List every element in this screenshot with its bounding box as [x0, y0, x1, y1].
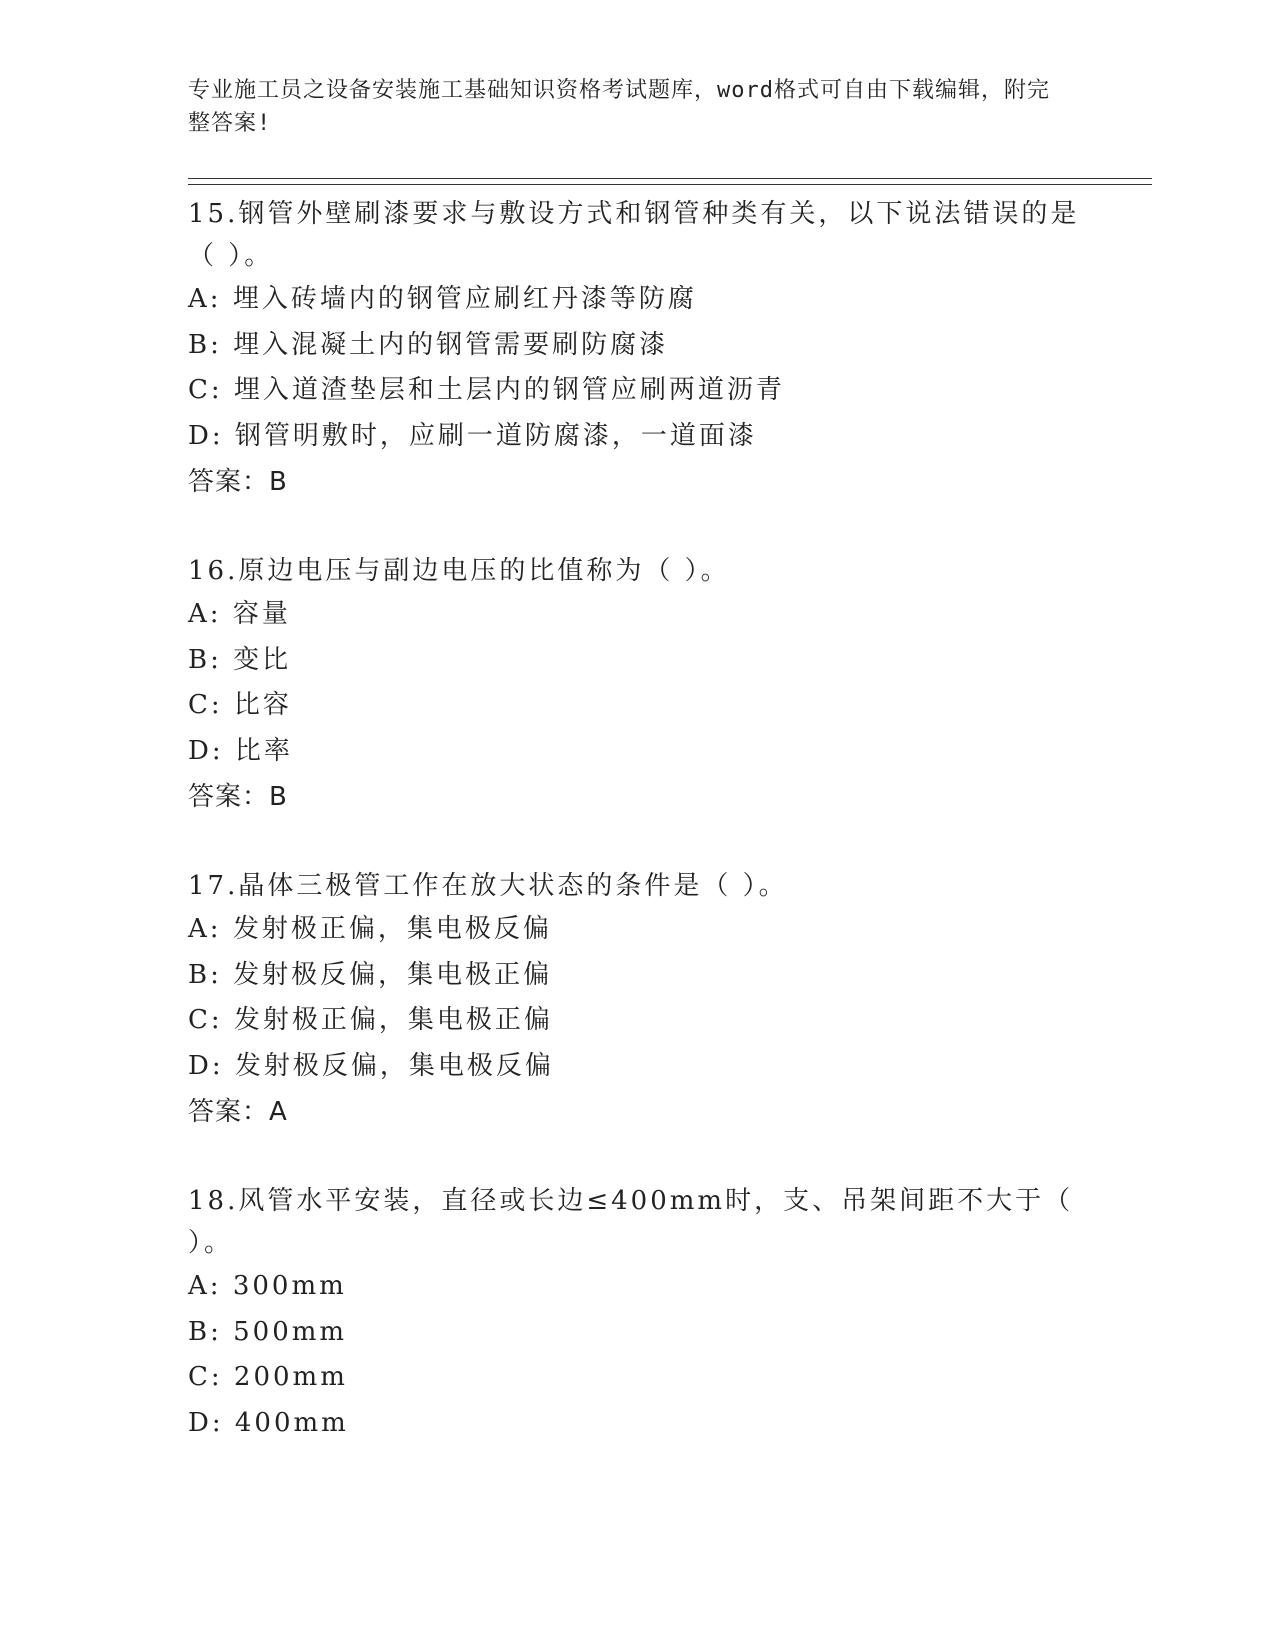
question-number: 15. [188, 199, 239, 229]
option-label: B: [188, 329, 222, 360]
option-label: A: [188, 914, 222, 944]
answer-line: 答案：B [188, 467, 288, 497]
option-label: D: [188, 1407, 224, 1438]
question-stem [188, 865, 1088, 907]
option-a [188, 907, 1088, 953]
option-label: B: [188, 959, 222, 990]
option-label: C: [188, 690, 223, 720]
option-text: 500mm [233, 1316, 348, 1347]
option-b [188, 1310, 1088, 1356]
question-text: 钢管外壁刷漆要求与敷设方式和钢管种类有关，以下说法错误的是（ ）。 [188, 199, 1080, 271]
question-number: 17. [188, 871, 239, 901]
option-c [188, 998, 1088, 1044]
question-text: 晶体三极管工作在放大状态的条件是（ ）。 [238, 871, 788, 901]
option-text: 埋入混凝土内的钢管需要刷防腐漆 [233, 329, 669, 360]
answer-line: 答案：B [188, 782, 288, 812]
option-label: B: [188, 1316, 222, 1347]
option-d [188, 729, 1088, 775]
option-label: C: [188, 1005, 223, 1035]
option-label: D: [188, 735, 224, 766]
header-divider-top [188, 178, 1152, 179]
option-label: D: [188, 1050, 224, 1081]
option-d [188, 1044, 1088, 1090]
question-number: 16. [188, 556, 239, 586]
option-text: 发射极反偏，集电极正偏 [233, 959, 553, 990]
option-a [188, 277, 1088, 323]
option-c [188, 683, 1088, 729]
option-text: 埋入道渣垫层和土层内的钢管应刷两道沥青 [233, 375, 785, 405]
option-label: A: [188, 1271, 222, 1301]
option-c [188, 368, 1088, 414]
option-b [188, 638, 1088, 684]
option-label: A: [188, 284, 222, 314]
question-stem [188, 193, 1088, 277]
question-text: 风管水平安装，直径或长边≤400mm时，支、吊架间距不大于（ ）。 [188, 1186, 1074, 1258]
option-text: 埋入砖墙内的钢管应刷红丹漆等防腐 [232, 284, 697, 314]
option-b [188, 323, 1088, 369]
option-text: 300mm [232, 1271, 347, 1301]
question-number: 18. [188, 1186, 239, 1216]
question-18 [188, 1180, 1088, 1446]
option-text: 发射极反偏，集电极反偏 [234, 1050, 554, 1081]
question-15 [188, 193, 1088, 505]
question-stem [188, 1180, 1088, 1264]
option-label: C: [188, 1362, 223, 1392]
option-b [188, 953, 1088, 999]
option-label: B: [188, 644, 222, 675]
question-stem [188, 550, 1088, 592]
option-d [188, 1401, 1088, 1447]
option-text: 容量 [232, 599, 291, 629]
question-list [188, 193, 1088, 1491]
option-label: D: [188, 420, 224, 451]
option-text: 200mm [233, 1362, 348, 1392]
option-text: 比率 [234, 735, 293, 766]
question-16 [188, 550, 1088, 820]
option-text: 发射极正偏，集电极反偏 [232, 914, 552, 944]
header-divider-bottom [188, 184, 1152, 185]
option-text: 比容 [233, 690, 292, 720]
option-text: 变比 [233, 644, 292, 675]
option-d [188, 414, 1088, 460]
option-a [188, 1264, 1088, 1310]
option-text: 钢管明敷时，应刷一道防腐漆，一道面漆 [234, 420, 757, 451]
option-text: 发射极正偏，集电极正偏 [233, 1005, 553, 1035]
option-label: C: [188, 375, 223, 405]
option-c [188, 1355, 1088, 1401]
answer-line: 答案：A [188, 1097, 288, 1127]
option-label: A: [188, 599, 222, 629]
option-a [188, 592, 1088, 638]
question-text: 原边电压与副边电压的比值称为（ ）。 [238, 556, 730, 586]
option-text: 400mm [234, 1407, 349, 1438]
document-intro: 专业施工员之设备安装施工基础知识资格考试题库，word格式可自由下载编辑，附完整答案! [188, 78, 1050, 136]
question-17 [188, 865, 1088, 1135]
